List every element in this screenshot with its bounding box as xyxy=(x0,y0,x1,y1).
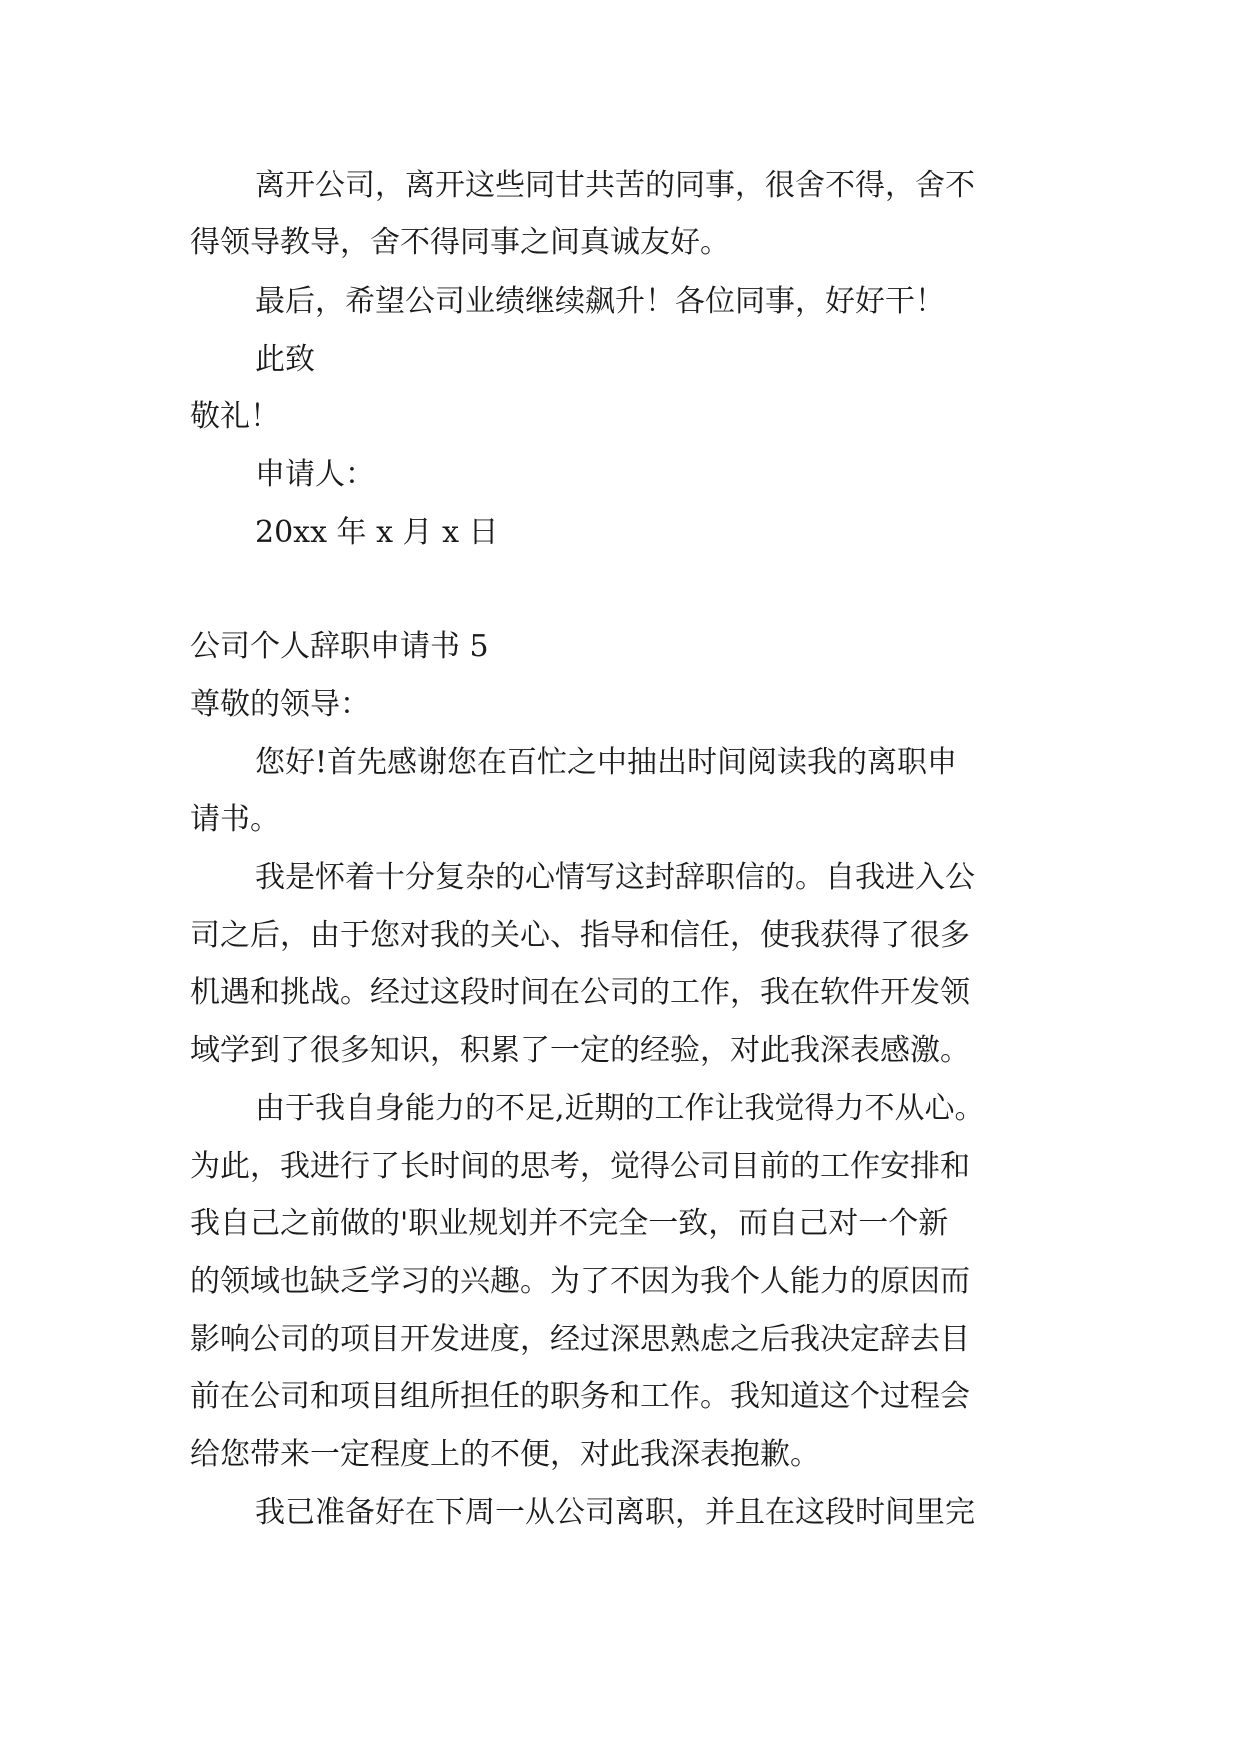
paragraph-line: 由于我自身能力的不足,近期的工作让我觉得力不从心。 xyxy=(255,1091,985,1126)
paragraph-line: 司之后，由于您对我的关心、指导和信任，使我获得了很多 xyxy=(190,918,970,953)
paragraph-line: 域学到了很多知识，积累了一定的经验，对此我深表感激。 xyxy=(190,1033,970,1068)
paragraph-line: 离开公司，离开这些同甘共苦的同事，很舍不得，舍不 xyxy=(255,168,975,203)
section-title: 公司个人辞职申请书 5 xyxy=(190,629,489,664)
paragraph-line: 我自己之前做的'职业规划并不完全一致，而自己对一个新 xyxy=(190,1206,949,1241)
paragraph-line: 您好!首先感谢您在百忙之中抽出时间阅读我的离职申 xyxy=(255,745,958,780)
paragraph-line: 请书。 xyxy=(190,802,280,837)
paragraph-line: 的领域也缺乏学习的兴趣。为了不因为我个人能力的原因而 xyxy=(190,1264,970,1299)
paragraph-line: 我已准备好在下周一从公司离职，并且在这段时间里完 xyxy=(255,1495,975,1530)
paragraph-line: 前在公司和项目组所担任的职务和工作。我知道这个过程会 xyxy=(190,1379,970,1414)
paragraph-line: 得领导教导，舍不得同事之间真诚友好。 xyxy=(190,225,730,260)
closing-phrase: 此致 xyxy=(255,342,315,377)
applicant-label: 申请人： xyxy=(255,457,375,492)
paragraph-line: 给您带来一定程度上的不便，对此我深表抱歉。 xyxy=(190,1437,820,1472)
closing-salute: 敬礼！ xyxy=(190,399,280,434)
date-line: 20xx 年 x 月 x 日 xyxy=(255,515,499,550)
salutation: 尊敬的领导： xyxy=(190,687,370,722)
paragraph-line: 最后，希望公司业绩继续飙升！各位同事，好好干！ xyxy=(255,284,945,319)
paragraph-line: 我是怀着十分复杂的心情写这封辞职信的。自我进入公 xyxy=(255,860,975,895)
paragraph-line: 为此，我进行了长时间的思考，觉得公司目前的工作安排和 xyxy=(190,1149,970,1184)
paragraph-line: 机遇和挑战。经过这段时间在公司的工作，我在软件开发领 xyxy=(190,975,970,1010)
paragraph-line: 影响公司的项目开发进度，经过深思熟虑之后我决定辞去目 xyxy=(190,1322,970,1357)
